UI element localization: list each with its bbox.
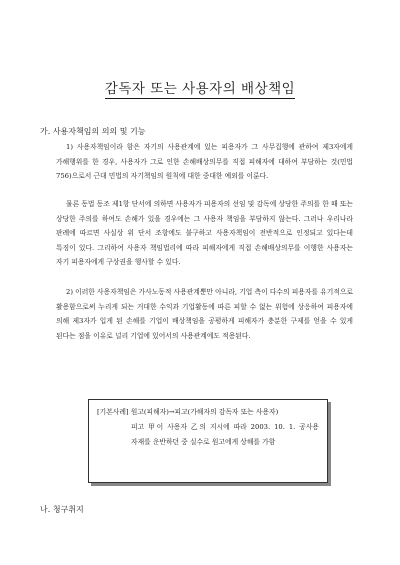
title-wrap — [0, 78, 400, 99]
paragraph-3: 2) 이러한 사용자책임은 가사노동적 사용관계뿐만 아니라, 기업 측이 다수의 피용자를 유기적으로 활용함으로써 누리게 되는 거대한 수익과 기업활동에 따른 피할 수 없는 위험에 상응하여 피용자에 의해 제3자가 입게 된 손해를 기업이 배상책임을 공평하게 피해자가 충분한 구제를 얻을 수 있게 된다는 점을 이유로 널리 기업에 있어서의 사용관계에도 적용된다. — [56, 288, 353, 340]
paragraph-1: 1) 사용자책임이라 함은 자기의 사용관계에 있는 피용자가 그 사무집행에 관하여 제3자에게 가해행위를 한 경우, 사용자가 그로 인한 손해배상의무를 직접 피해자에 대하여 부담하는 것(민법 756)으로서 근대 민법의 자기책임의 원칙에 대한 중대한 예외를 이룬다. — [56, 143, 353, 180]
example-case-body: 피고 甲이 사용자 乙의 지시에 따라 2003. 10. 1. 공사용 자재를 운반하던 중 실수로 원고에게 상해를 가함 — [131, 423, 319, 446]
section-heading-na: 나. 청구취지 — [40, 505, 84, 514]
page-title: 감독자 또는 사용자의 배상책임 — [104, 81, 296, 97]
example-case-box — [88, 399, 328, 483]
section-heading-ga: 가. 사용자책임의 의의 및 기능 — [40, 127, 146, 136]
example-case-head: [기본사례] 원고(피해자)→피고(가해자의 감독자 또는 사용자) — [97, 408, 279, 416]
paragraph-2: 물론 동법 동조 제1항 단서에 의하면 사용자가 피용자의 선임 및 감독에 상당한 주의를 한 때 또는 상당한 주의를 하여도 손해가 있을 경우에는 그 사용자 책임을 부담하지 않는다. 그러나 우리나라 판례에 따르면 사실상 위 단서 조항에도 불구하고 사용자책임이 전반적으로 인정되고 있다는데 특징이 있다. 그리하여 사용자 책임법리에 따라 피해자에게 직접 손해배상의무를 이행한 사용자는 자기 피용자에게 구상권을 행사할 수 있다. — [56, 200, 353, 266]
